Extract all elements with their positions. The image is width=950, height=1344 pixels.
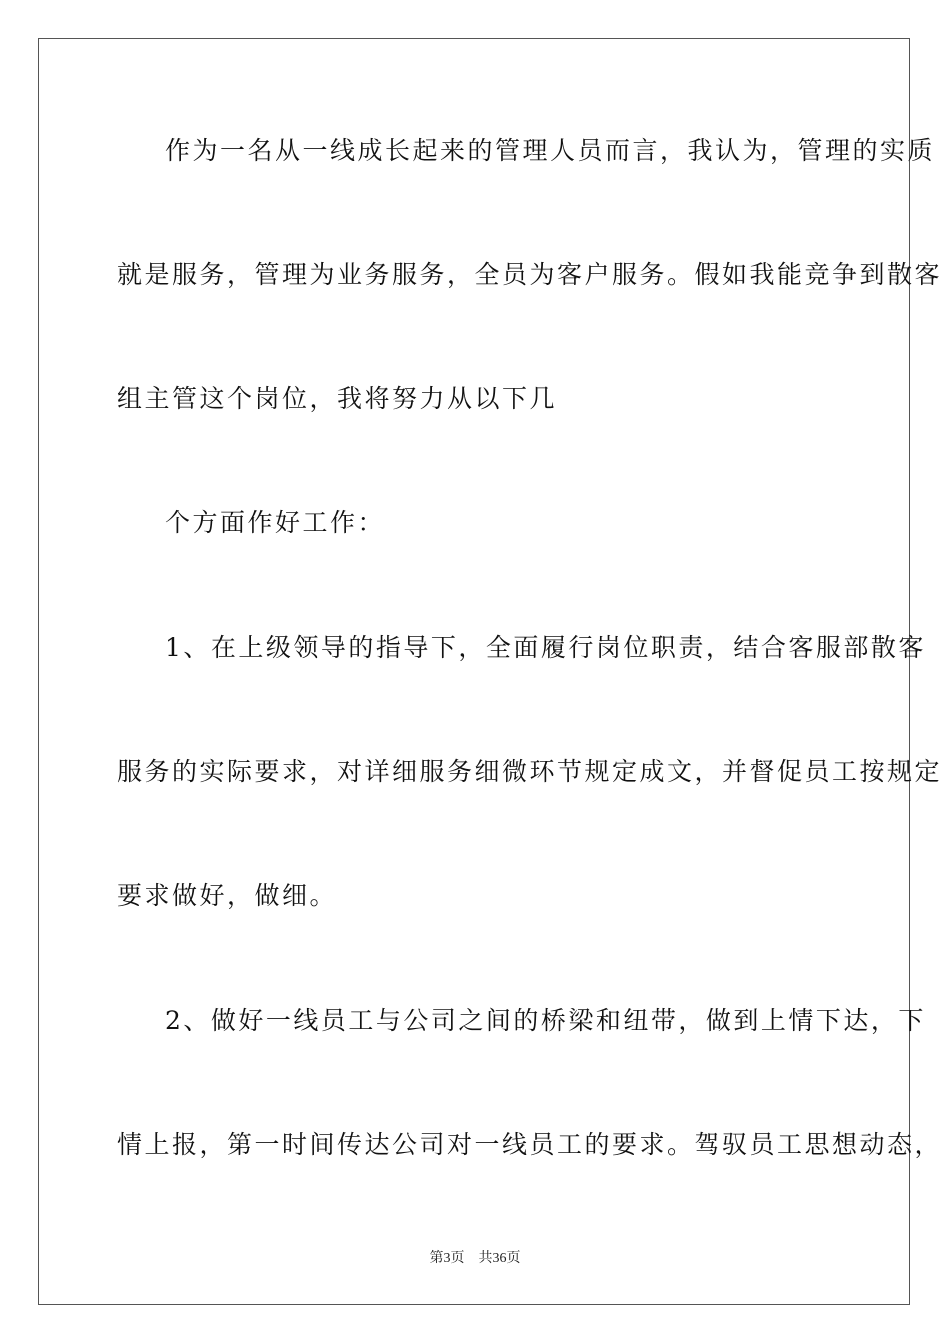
paragraph-line-9: 情上报，第一时间传达公司对一线员工的要求。驾驭员工思想动态，: [117, 1130, 943, 1159]
paragraph-line-8: 2、做好一线员工与公司之间的桥梁和纽带，做到上情下达，下: [165, 1006, 926, 1035]
paragraph-line-7: 要求做好，做细。: [117, 881, 338, 910]
paragraph-line-6: 服务的实际要求，对详细服务细微环节规定成文，并督促员工按规定: [117, 757, 943, 786]
paragraph-line-5: 1、在上级领导的指导下，全面履行岗位职责，结合客服部散客: [165, 633, 926, 662]
paragraph-line-4: 个方面作好工作：: [165, 508, 386, 537]
paragraph-line-3: 组主管这个岗位，我将努力从以下几: [117, 384, 558, 413]
page-border: [38, 38, 910, 1305]
paragraph-line-1: 作为一名从一线成长起来的管理人员而言，我认为，管理的实质: [165, 136, 936, 165]
page-total: 共36页: [478, 1251, 521, 1266]
page-footer: [0, 1247, 950, 1267]
paragraph-line-2: 就是服务，管理为业务服务，全员为客户服务。假如我能竞争到散客: [117, 260, 943, 289]
page-number: 第3页: [429, 1251, 465, 1266]
